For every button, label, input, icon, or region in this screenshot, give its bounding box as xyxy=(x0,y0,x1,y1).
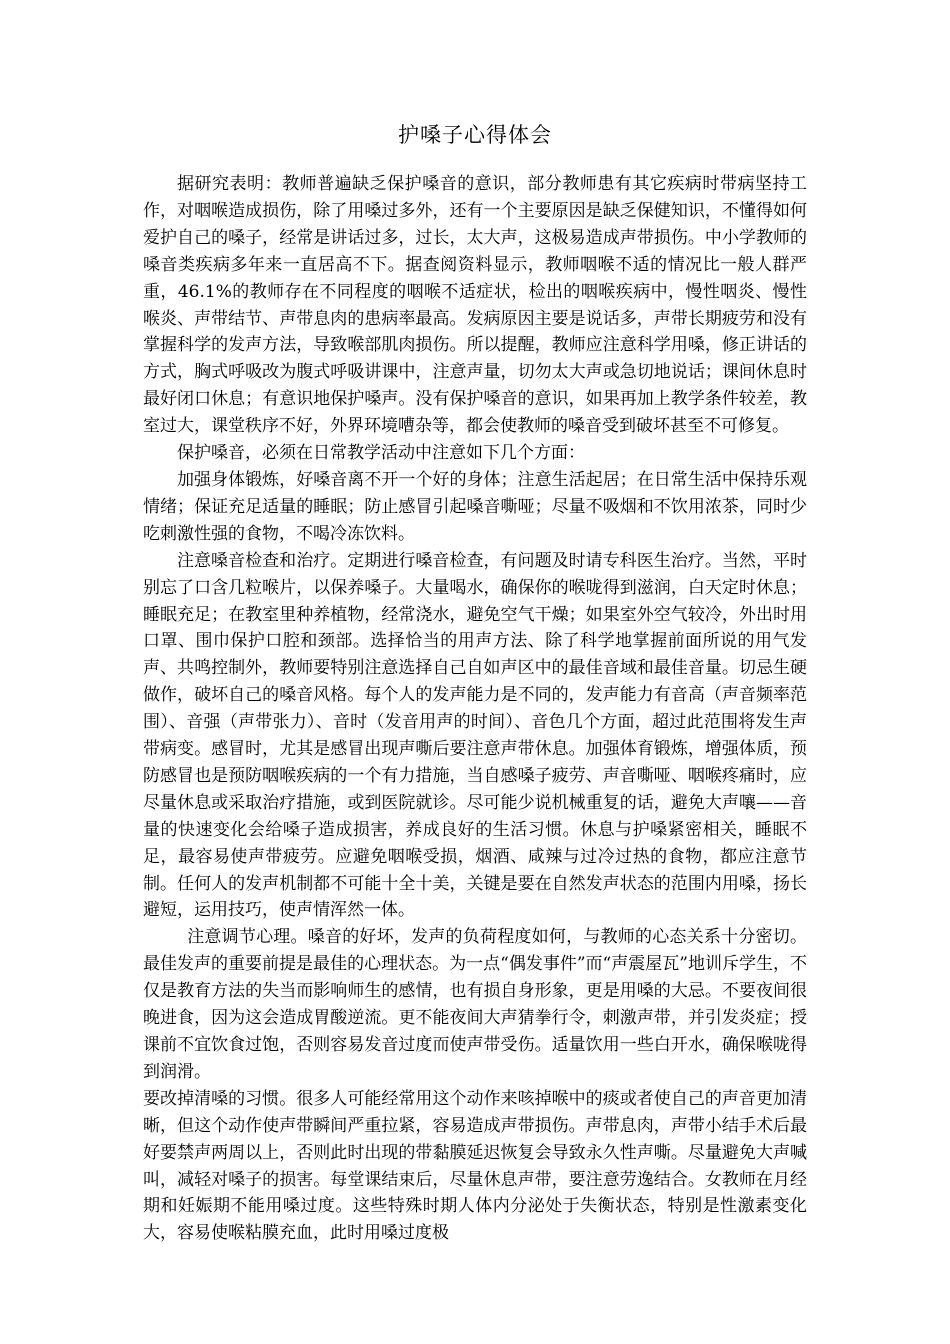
document-title: 护嗓子心得体会 xyxy=(398,123,552,147)
paragraph-checkup: 注意嗓音检查和治疗。定期进行嗓音检查，有问题及时请专科医生治疗。当然，平时别忘了口含几粒喉片，以保养嗓子。大量喝水，确保你的喉咙得到滋润，白天定时休息；睡眠充足；在教室里种养植物，经常浇水，避免空气干燥；如果室外空气较冷，外出时用口罩、围巾保护口腔和颈部。选择恰当的用声方法、除了科学地掌握前面所说的用气发声、共鸣控制外，教师要特别注意选择自己自如声区中的最佳音域和最佳音量。切忌生硬做作，破坏自己的嗓音风格。每个人的发声能力是不同的，发声能力有音高（声音频率范围）、音强（声带张力）、音时（发音用声的时间）、音色几个方面，超过此范围将发生声带病变。感冒时，尤其是感冒出现声嘶后要注意声带休息。加强体育锻炼，增强体质，预防感冒也是预防咽喉疾病的一个有力措施，当自感嗓子疲劳、声音嘶哑、咽喉疼痛时，应尽量休息或采取治疗措施，或到医院就诊。尽可能少说机械重复的话，避免大声嚷——音量的快速变化会给嗓子造成损害，养成良好的生活习惯。休息与护嗓紧密相关，睡眠不足，最容易使声带疲劳。应避免咽喉受损，烟酒、咸辣与过冷过热的食物，都应注意节制。任何人的发声机制都不可能十全十美，关键是要在自然发声状态的范围内用嗓，扬长避短，运用技巧，使声情浑然一体。 xyxy=(143,550,807,921)
paragraph-psychology: 注意调节心理。嗓音的好坏，发声的负荷程度如何，与教师的心态关系十分密切。最佳发声的重要前提是最佳的心理状态。为一点“偶发事件”而“声震屋瓦”地训斥学生，不仅是教育方法的失当而影响师生的感情，也有损自身形象，更是用嗓的大忌。不要夜间很晚进食，因为这会造成胃酸逆流。更不能夜间大声猜拳行令，刺激声带，并引发炎症；授课前不宜饮食过饱，否则容易发音过度而使声带受伤。适量饮用一些白开水，确保喉咙得到润滑。 xyxy=(143,927,807,1082)
paragraph-throat-clearing: 要改掉清嗓的习惯。很多人可能经常用这个动作来咳掉喉中的痰或者使自己的声音更加清晰，但这个动作使声带瞬间严重拉紧，容易造成声带损伤。声带息肉，声带小结手术后最好要禁声两周以上，否则此时出现的带黏膜延迟恢复会导致永久性声嘶。尽量避免大声喊叫，减轻对嗓子的损害。每堂课结束后，尽量休息声带，要注意劳逸结合。女教师在月经期和妊娠期不能用嗓过度。这些特殊时期人体内分泌处于失衡状态，特别是性激素变化大，容易使喉粘膜充血，此时用嗓过度极 xyxy=(143,1088,807,1244)
paragraph-research: 据研究表明：教师普遍缺乏保护嗓音的意识，部分教师患有其它疾病时带病坚持工作，对咽喉造成损伤，除了用嗓过多外，还有一个主要原因是缺乏保健知识，不懂得如何爱护自己的嗓子，经常是讲话过多，过长，太大声，这极易造成声带损伤。中小学教师的嗓音类疾病多年来一直居高不下。据查阅资料显示，教师咽喉不适的情况比一般人群严重，46.1%的教师存在不同程度的咽喉不适症状，检出的咽喉疾病中，慢性咽炎、慢性喉炎、声带结节、声带息肉的患病率最高。发病原因主要是说话多，声带长期疲劳和没有掌握科学的发声方法，导致喉部肌肉损伤。所以提醒，教师应注意科学用嗓，修正讲话的方式，胸式呼吸改为腹式呼吸讲课中，注意声量，切勿太大声或急切地说话；课间休息时最好闭口休息；有意识地保护嗓声。没有保护嗓音的意识，如果再加上教学条件较差，教室过大，课堂秩序不好，外界环境嘈杂等，都会使教师的嗓音受到破坏甚至不可修复。 xyxy=(143,174,807,437)
paragraph-exercise: 加强身体锻炼，好嗓音离不开一个好的身体；注意生活起居；在日常生活中保持乐观情绪；保证充足适量的睡眠；防止感冒引起嗓音嘶哑；尽量不吸烟和不饮用浓茶，同时少吃刺激性强的食物，不喝冷冻饮料。 xyxy=(143,469,807,544)
document-body xyxy=(143,171,807,1247)
paragraph-intro-aspects: 保护嗓音，必须在日常教学活动中注意如下几个方面： xyxy=(177,443,585,464)
